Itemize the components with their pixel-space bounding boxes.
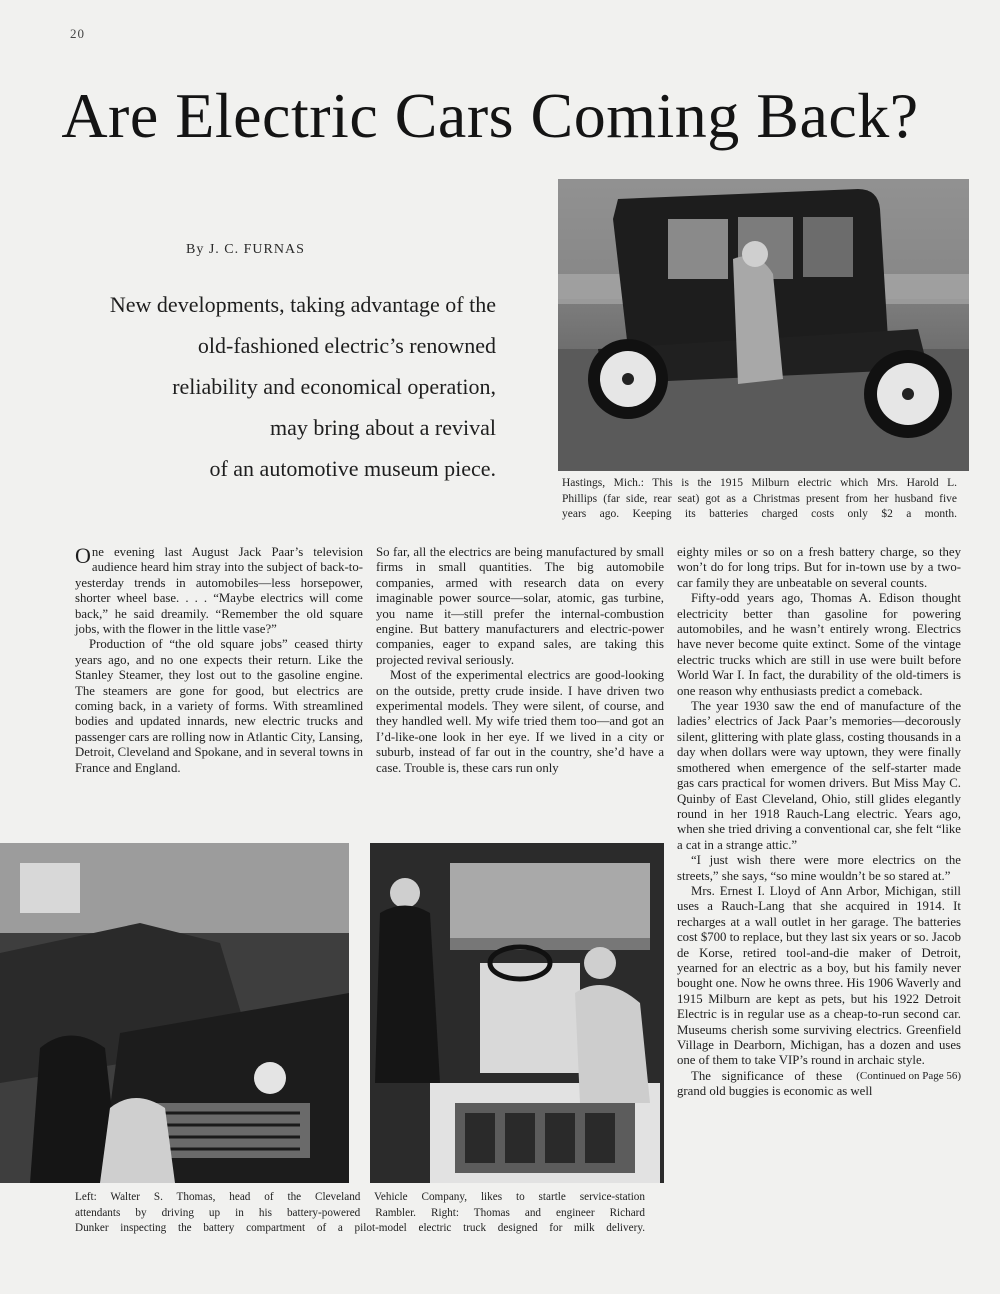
page-number: 20 <box>70 26 85 41</box>
deck-line: of an automotive museum piece. <box>209 456 496 481</box>
byline: By J. C. FURNAS <box>186 242 305 257</box>
paragraph-text: ne evening last August Jack Paar’s television audience heard him stray into the subject of back-to-yesterday trends in automobiles—less horsepower, shorter wheel base. . . . “Maybe electrics will come back,” he said dreamily. “Remember the old square jobs, with the flower in the little vase?” <box>75 545 363 637</box>
caption-line: Hastings, Mich.: This is the 1915 Milburn electric which Mrs. Harold L. <box>562 477 957 489</box>
caption-top-photo <box>562 476 957 523</box>
photo-milburn-electric <box>558 179 969 471</box>
photo-truck-art <box>370 843 664 1183</box>
article-column-3 <box>677 545 961 1100</box>
caption-line: Dunker inspecting the battery compartment of a pilot-model electric truck designed for milk delivery. <box>75 1222 645 1235</box>
caption-line: attendants by driving up in his battery-powered Rambler. Right: Thomas and engineer Richard <box>75 1206 645 1219</box>
caption-line: Left: Walter S. Thomas, head of the Cleveland Vehicle Company, likes to startle service-station <box>75 1191 645 1203</box>
paragraph: Mrs. Ernest I. Lloyd of Ann Arbor, Michigan, still uses a Rauch-Lang that she acquired in 1914. It recharges at a wall outlet in her garage. The batteries cost $700 to replace, but they last six years or so. Jacob de Korse, retired tool-and-die maker of Detroit, yearned for an electric as a boy, but his family never bought one. Now he owns three. His 1906 Waverly and 1915 Milburn are kept as pets, but his 1922 Detroit Electric is in regular use as a cheap-to-run second car. Museums cherish some surviving electrics. Greenfield Village in Dearborn, Michigan, has a dozen and uses one of them to take VIP’s round in archaic style. <box>677 883 961 1068</box>
paragraph: eighty miles or so on a fresh battery charge, so they won’t do for long trips. But for in-town use by a two-car family they are unbeatable on several counts. <box>677 545 961 590</box>
deck-line: New developments, taking advantage of the <box>109 292 496 317</box>
continued-note: (Continued on Page 56) <box>856 1069 961 1082</box>
article-title: Are Electric Cars Coming Back? <box>61 80 919 151</box>
caption-bottom-photos <box>75 1190 645 1237</box>
paragraph <box>75 545 363 637</box>
paragraph: So far, all the electrics are being manufactured by small firms in small quantities. The big automobile companies, armed with research data on every imaginable power source—solar, atomic, gas turbine, you name it—still prefer the internal-combustion engine. But battery manufacturers and electric-power companies, eager to expand sales, are taking this projected revival seriously. <box>376 545 664 667</box>
caption-line: years ago. Keeping its batteries charged costs only $2 a month. <box>562 508 957 520</box>
paragraph-text: The significance of these grand old buggies is economic as well <box>677 1068 873 1099</box>
drop-cap: O <box>75 543 91 568</box>
caption-line: Phillips (far side, rear seat) got as a Christmas present from her husband five <box>562 492 957 505</box>
photo-milburn-art <box>558 179 969 471</box>
deck-subtitle <box>60 284 496 489</box>
paragraph: The year 1930 saw the end of manufacture of the ladies’ electrics of Jack Paar’s memories—decorously silent, glittering with plate glass, costing thousands in a day when dollars were way uptown, they were finally smothered when emergence of the self-starter made gas cars practical for women drivers. But Miss May C. Quinby of East Cleveland, Ohio, still glides elegantly round in her 1918 Rauch-Lang electric. Years ago, when she tried driving a conventional car, she felt “like a cat in a strange attic.” <box>677 699 961 852</box>
paragraph: Production of “the old square jobs” ceased thirty years ago, and no one expects their return. Like the Stanley Steamer, they lost out to the gasoline engine. The steamers are gone for good, but electrics are coming back, in a variety of forms. With streamlined bodies and updated innards, new electric trucks and passenger cars are rolling now in Atlantic City, Lansing, Detroit, Cleveland and Spokane, and in several towns in France and England. <box>75 637 363 775</box>
paragraph: Most of the experimental electrics are good-looking on the outside, pretty crude inside. I have driven two experimental models. They were silent, of course, and they handled well. My wife tried them too—and got an I’d-like-one look in her eye. If we lived in a city or suburb, instead of far out in the country, she’d have a case. Trouble is, these cars run only <box>376 668 664 775</box>
photo-walter-thomas-rambler <box>0 843 349 1183</box>
photo-milk-truck-battery <box>370 843 664 1183</box>
paragraph: “I just wish there were more electrics on the streets,” she says, “so mine wouldn’t be so stared at.” <box>677 853 961 883</box>
paragraph: Fifty-odd years ago, Thomas A. Edison thought electricity better than gasoline for powering automobiles, and he wasn’t entirely wrong. Electrics have never become quite extinct. Some of the vintage electric trucks which are still in use were built before World War I. In fact, the durability of the old-timers is one reason why enthusiasts predict a comeback. <box>677 591 961 698</box>
deck-line: reliability and economical operation, <box>172 374 496 399</box>
deck-line: old-fashioned electric’s renowned <box>197 333 496 358</box>
article-column-1 <box>75 545 363 776</box>
photo-rambler-art <box>0 843 349 1183</box>
paragraph <box>677 1069 961 1100</box>
deck-line: may bring about a revival <box>269 415 496 440</box>
article-column-2 <box>376 545 664 776</box>
